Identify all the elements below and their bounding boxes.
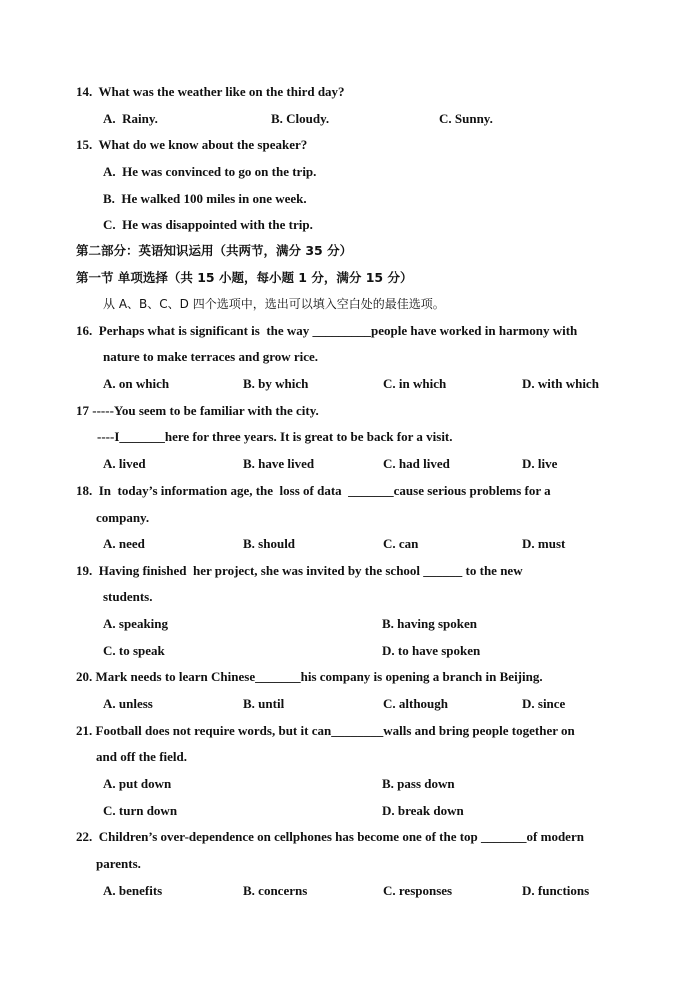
question-19-stem-line2: students. — [103, 589, 153, 604]
question-22-option-a: A. benefits — [103, 883, 163, 898]
question-18-option-a: A. need — [103, 536, 145, 551]
question-20-option-a: A. unless — [103, 696, 153, 711]
question-21-option-d: D. break down — [382, 803, 464, 818]
question-16-option-d: D. with which — [522, 376, 599, 391]
question-19-option-a: A. speaking — [103, 616, 169, 631]
question-16-stem-line1: 16. Perhaps what is significant is the way _________people have worked in harmony with — [76, 323, 578, 338]
question-19-option-d: D. to have spoken — [382, 643, 481, 658]
question-14-option-a: A. Rainy. — [103, 111, 158, 126]
question-21-stem-line1: 21. Football does not require words, but it can________walls and bring people together on — [76, 723, 575, 738]
question-20-option-c: C. although — [383, 696, 449, 711]
question-18-stem-line1: 18. In today’s information age, the loss of data _______cause serious problems for a — [76, 483, 551, 498]
question-14-option-c: C. Sunny. — [439, 111, 493, 126]
question-21-stem-line2: and off the field. — [96, 749, 187, 764]
question-15-stem: 15. What do we know about the speaker? — [76, 137, 308, 152]
question-17-option-b: B. have lived — [243, 456, 315, 471]
question-17-option-a: A. lived — [103, 456, 146, 471]
part2-heading: 第二部分：英语知识运用（共两节，满分 35 分） — [76, 243, 353, 258]
question-19-stem-line1: 19. Having finished her project, she was invited by the school ______ to the new — [76, 563, 523, 578]
section1-instruction: 从 A、B、C、D 四个选项中，选出可以填入空白处的最佳选项。 — [103, 297, 445, 311]
question-20-option-d: D. since — [522, 696, 566, 711]
question-17-stem-line2: ----I_______here for three years. It is great to be back for a visit. — [97, 429, 453, 444]
question-15-option-c: C. He was disappointed with the trip. — [103, 217, 313, 232]
section1-heading: 第一节 单项选择（共 15 小题，每小题 1 分，满分 15 分） — [76, 270, 413, 285]
question-22-stem-line1: 22. Children’s over-dependence on cellphones has become one of the top _______of modern — [76, 829, 584, 844]
question-22-option-d: D. functions — [522, 883, 590, 898]
question-21-option-b: B. pass down — [382, 776, 455, 791]
question-18-option-d: D. must — [522, 536, 566, 551]
question-19-option-b: B. having spoken — [382, 616, 478, 631]
question-18-stem-line2: company. — [96, 510, 150, 525]
question-16-option-c: C. in which — [383, 376, 447, 391]
question-16-option-b: B. by which — [243, 376, 309, 391]
question-18-option-b: B. should — [243, 536, 296, 551]
question-16-stem-line2: nature to make terraces and grow rice. — [103, 349, 319, 364]
question-17-stem-line1: 17 -----You seem to be familiar with the city. — [76, 403, 319, 418]
question-21-option-c: C. turn down — [103, 803, 178, 818]
question-17-option-c: C. had lived — [383, 456, 450, 471]
question-20-option-b: B. until — [243, 696, 285, 711]
question-22-stem-line2: parents. — [96, 856, 141, 871]
question-21-option-a: A. put down — [103, 776, 172, 791]
question-18-option-c: C. can — [383, 536, 419, 551]
question-15-option-a: A. He was convinced to go on the trip. — [103, 164, 317, 179]
question-19-option-c: C. to speak — [103, 643, 165, 658]
question-14-stem: 14. What was the weather like on the third day? — [76, 84, 345, 99]
question-20-stem: 20. Mark needs to learn Chinese_______his company is opening a branch in Beijing. — [76, 669, 543, 684]
question-22-option-b: B. concerns — [243, 883, 308, 898]
question-15-option-b: B. He walked 100 miles in one week. — [103, 191, 307, 206]
question-22-option-c: C. responses — [383, 883, 453, 898]
question-14-option-b: B. Cloudy. — [271, 111, 330, 126]
question-16-option-a: A. on which — [103, 376, 170, 391]
question-17-option-d: D. live — [522, 456, 558, 471]
